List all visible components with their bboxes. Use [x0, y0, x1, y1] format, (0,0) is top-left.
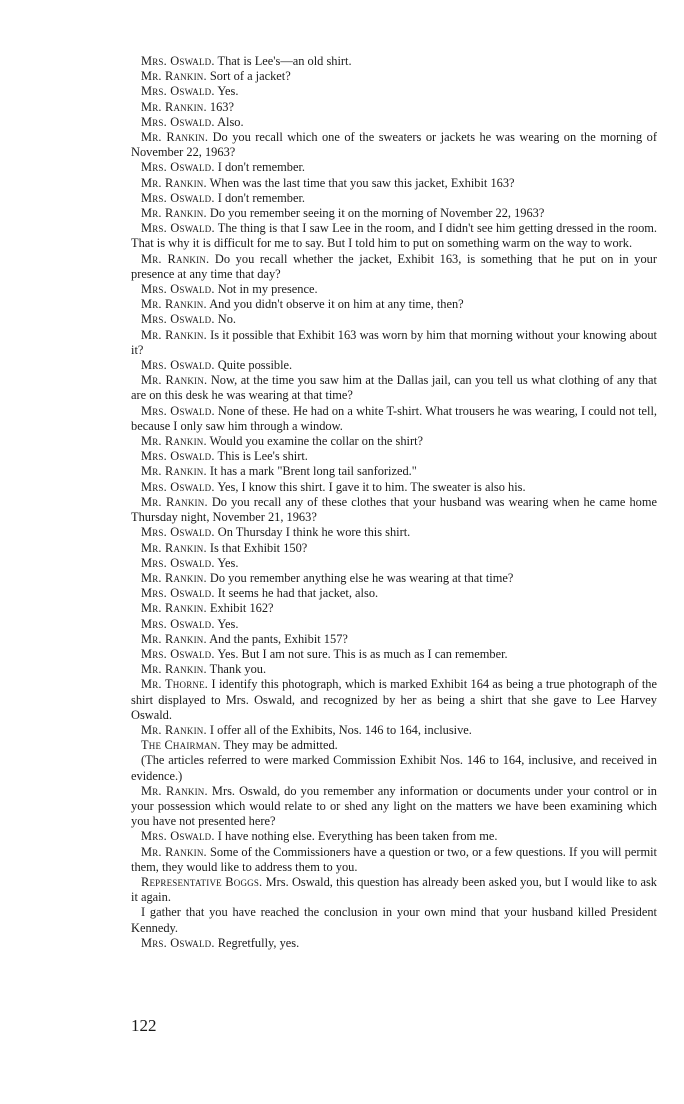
speaker-name: Mr. Rankin.	[141, 540, 207, 555]
speech-text: The thing is that I saw Lee in the room, and I didn't see him getting dressed in the room. That is why it is difficult for me to say. But I told him to put on something warm on the way to work.	[131, 221, 658, 251]
speech-text: None of these. He had on a white T-shirt. What trousers he was wearing, I could not tell, because I only saw him through a window.	[131, 403, 657, 433]
speech-text: Do you remember anything else he was wearing at that time?	[209, 570, 514, 585]
transcript-paragraph	[131, 252, 657, 282]
speaker-name: Mrs. Oswald.	[141, 935, 215, 950]
speech-text: Yes, I know this shirt. I gave it to him. The sweater is also his.	[217, 479, 526, 494]
transcript-paragraph	[131, 130, 657, 160]
speech-text: I have nothing else. Everything has been taken from me.	[217, 829, 498, 844]
speech-text: And you didn't observe it on him at any time, then?	[209, 297, 464, 312]
speech-text: It has a mark "Brent long tail sanforized."	[209, 464, 417, 479]
speaker-name: Mr. Thorne.	[141, 677, 209, 692]
transcript-paragraph	[131, 69, 657, 84]
transcript-paragraph	[131, 495, 657, 525]
speech-text: Exhibit 162?	[209, 601, 274, 616]
transcript-paragraph	[131, 753, 657, 783]
transcript-paragraph	[131, 723, 657, 738]
speaker-name: Mrs. Oswald.	[141, 358, 215, 373]
transcript-paragraph	[131, 464, 657, 479]
speech-text: Thank you.	[209, 662, 267, 677]
speaker-name: Mr. Rankin.	[141, 722, 207, 737]
speaker-name: Mr. Rankin.	[141, 297, 207, 312]
speech-text: Mrs. Oswald, do you remember any information or documents under your control or in your possession which would relate to or shed any light on the matters we have been examining which you have not presented here?	[131, 783, 657, 829]
speech-text: That is Lee's—an old shirt.	[217, 54, 352, 68]
speaker-name: Mrs. Oswald.	[141, 525, 215, 540]
transcript-paragraph	[131, 176, 657, 191]
speaker-name: Mrs. Oswald.	[141, 586, 215, 601]
speech-text: Sort of a jacket?	[209, 69, 291, 84]
speaker-name: Mrs. Oswald.	[141, 160, 215, 175]
transcript-paragraph	[131, 677, 657, 723]
transcript-paragraph	[131, 556, 657, 571]
transcript-paragraph	[131, 358, 657, 373]
speaker-name: Mr. Rankin.	[141, 570, 207, 585]
transcript-paragraph	[131, 449, 657, 464]
transcript-paragraph	[131, 905, 657, 935]
transcript-paragraph	[131, 541, 657, 556]
speech-text: Do you remember seeing it on the morning of November 22, 1963?	[209, 206, 545, 221]
speech-text: Some of the Commissioners have a question or two, or a few questions. If you will permit them, they would like to address them to you.	[131, 844, 657, 874]
transcript-paragraph	[131, 434, 657, 449]
speech-text: Do you recall any of these clothes that your husband was wearing when he came home Thursday night, November 21, 1963?	[131, 494, 658, 525]
transcript-paragraph	[131, 480, 657, 495]
transcript-paragraph	[131, 875, 657, 905]
speaker-name: Mr. Rankin.	[141, 631, 207, 646]
speaker-name: Mrs. Oswald.	[141, 54, 215, 68]
speaker-name: Mrs. Oswald.	[141, 479, 215, 494]
transcript-paragraph	[131, 297, 657, 312]
transcript-paragraph	[131, 662, 657, 677]
speaker-name: Mrs. Oswald.	[141, 221, 215, 236]
speech-text: Yes. But I am not sure. This is as much as I can remember.	[217, 646, 508, 661]
transcript-paragraph	[131, 829, 657, 844]
transcript-paragraph	[131, 586, 657, 601]
transcript-body	[131, 54, 657, 951]
speech-text: It seems he had that jacket, also.	[217, 586, 379, 601]
speaker-name: Mr. Rankin.	[141, 434, 207, 449]
transcript-paragraph	[131, 160, 657, 175]
transcript-paragraph	[131, 738, 657, 753]
speech-text: Would you examine the collar on the shirt?	[209, 434, 424, 449]
speech-text: I offer all of the Exhibits, Nos. 146 to 164, inclusive.	[209, 722, 472, 737]
speech-text: Is it possible that Exhibit 163 was worn by him that morning without your knowing about it?	[131, 327, 657, 357]
speaker-name: Mr. Rankin.	[141, 783, 208, 798]
speaker-name: Mrs. Oswald.	[141, 555, 215, 570]
transcript-paragraph	[131, 115, 657, 130]
speech-text: (The articles referred to were marked Commission Exhibit Nos. 146 to 164, inclusive, and received in evidence.)	[131, 753, 657, 783]
transcript-paragraph	[131, 282, 657, 297]
speech-text: Mrs. Oswald, this question has already been asked you, but I would like to ask it again.	[131, 874, 657, 905]
transcript-paragraph	[131, 221, 657, 251]
speech-text: I identify this photograph, which is marked Exhibit 164 as being a true photograph of the shirt displayed to Mrs. Oswald, and recognized by her as being a shirt that she gave to Lee Harvey Oswald.	[131, 677, 658, 722]
speech-text: Also.	[217, 114, 244, 129]
speaker-name: Mr. Rankin.	[141, 662, 207, 677]
speaker-name: Mrs. Oswald.	[141, 449, 215, 464]
speech-text: No.	[217, 312, 237, 327]
speech-text: I gather that you have reached the conclusion in your own mind that your husband killed President Kennedy.	[131, 905, 657, 935]
speech-text: When was the last time that you saw this jacket, Exhibit 163?	[209, 175, 515, 190]
transcript-paragraph	[131, 632, 657, 647]
transcript-paragraph	[131, 100, 657, 115]
page-number: 122	[131, 1016, 157, 1035]
speaker-name: Mr. Rankin.	[141, 327, 207, 342]
speech-text: Is that Exhibit 150?	[209, 540, 308, 555]
speaker-name: Mr. Rankin.	[141, 206, 207, 221]
speaker-name: Representative Boggs.	[141, 874, 263, 889]
transcript-paragraph	[131, 328, 657, 358]
speech-text: Yes.	[217, 84, 239, 99]
transcript-paragraph	[131, 373, 657, 403]
speaker-name: Mr. Rankin.	[141, 251, 210, 266]
speech-text: Quite possible.	[217, 358, 293, 373]
speaker-name: Mrs. Oswald.	[141, 616, 215, 631]
transcript-paragraph	[131, 784, 657, 830]
speaker-name: Mr. Rankin.	[141, 99, 207, 114]
transcript-paragraph	[131, 84, 657, 99]
speaker-name: Mr. Rankin.	[141, 494, 208, 509]
speaker-name: Mrs. Oswald.	[141, 829, 215, 844]
speaker-name: Mr. Rankin.	[141, 130, 209, 145]
speaker-name: Mr. Rankin.	[141, 464, 207, 479]
transcript-paragraph	[131, 191, 657, 206]
transcript-paragraph	[131, 525, 657, 540]
speaker-name: Mr. Rankin.	[141, 373, 208, 388]
transcript-paragraph	[131, 206, 657, 221]
transcript-paragraph	[131, 617, 657, 632]
transcript-paragraph	[131, 312, 657, 327]
speech-text: This is Lee's shirt.	[217, 449, 308, 464]
speech-text: On Thursday I think he wore this shirt.	[217, 525, 411, 540]
speaker-name: Mr. Rankin.	[141, 601, 207, 616]
speaker-name: Mrs. Oswald.	[141, 84, 215, 99]
speech-text: I don't remember.	[217, 160, 305, 175]
speaker-name: Mrs. Oswald.	[141, 403, 215, 418]
transcript-paragraph	[131, 54, 657, 69]
transcript-paragraph	[131, 404, 657, 434]
speech-text: Not in my presence.	[217, 282, 318, 297]
speech-text: Yes.	[217, 555, 239, 570]
speech-text: And the pants, Exhibit 157?	[209, 631, 348, 646]
speaker-name: Mr. Rankin.	[141, 69, 207, 84]
speaker-name: Mrs. Oswald.	[141, 646, 215, 661]
speech-text: 163?	[209, 99, 234, 114]
speech-text: Yes.	[217, 616, 239, 631]
transcript-paragraph	[131, 845, 657, 875]
speaker-name: Mr. Rankin.	[141, 175, 207, 190]
speaker-name: Mrs. Oswald.	[141, 114, 215, 129]
speaker-name: Mrs. Oswald.	[141, 312, 215, 327]
transcript-paragraph	[131, 601, 657, 616]
speech-text: I don't remember.	[217, 190, 305, 205]
speech-text: Do you recall whether the jacket, Exhibit 163, is something that he put on in your presence at any time that day?	[131, 251, 657, 281]
speaker-name: Mrs. Oswald.	[141, 282, 215, 297]
transcript-paragraph	[131, 647, 657, 662]
speech-text: They may be admitted.	[223, 738, 338, 753]
speaker-name: The Chairman.	[141, 738, 221, 753]
transcript-paragraph	[131, 571, 657, 586]
speaker-name: Mrs. Oswald.	[141, 190, 215, 205]
speech-text: Do you recall which one of the sweaters or jackets he was wearing on the morning of November 22, 1963?	[131, 130, 657, 160]
speaker-name: Mr. Rankin.	[141, 844, 207, 859]
speech-text: Now, at the time you saw him at the Dallas jail, can you tell us what clothing of any that are on this desk he was wearing at that time?	[131, 373, 657, 403]
speech-text: Regretfully, yes.	[217, 935, 300, 950]
transcript-paragraph	[131, 936, 657, 951]
